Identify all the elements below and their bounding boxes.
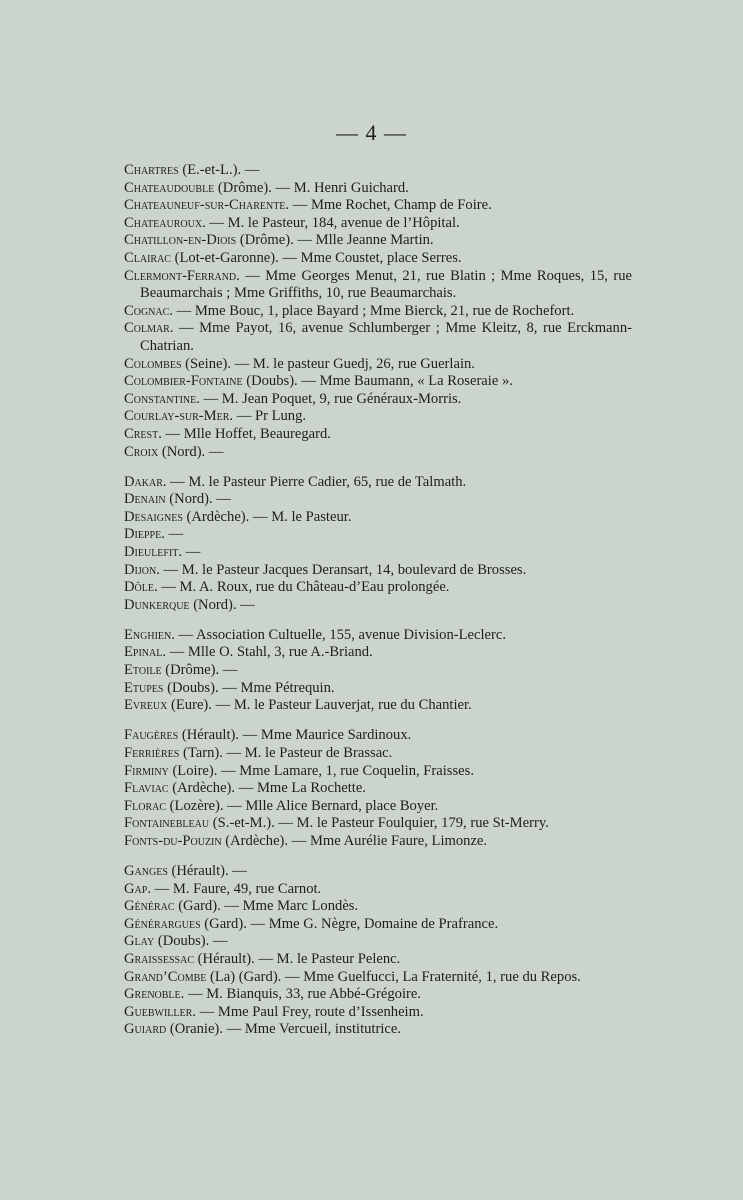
directory-entry [124,579,632,597]
directory-entry [124,232,632,250]
entry-details: (Gard). — Mme G. Nègre, Domaine de Prafrance. [200,915,499,932]
directory-list [124,162,632,1039]
entry-place-name: Crest [124,425,159,442]
entry-details: (Hérault). — Mme Maurice Sardinoux. [178,727,412,744]
entry-place-name: Desaignes [124,508,183,525]
entry-place-name: Clairac [124,249,171,266]
entry-place-name: Fonts-du-Pouzin [124,832,222,849]
entry-details: (Hérault). — [167,862,247,879]
entry-place-name: Chartres [124,162,179,178]
entry-place-name: Faugères [124,727,179,744]
entry-place-name: Colombier-Fontaine [124,373,243,390]
directory-entry [124,180,632,198]
directory-entry [124,916,632,934]
entry-details: . — Association Cultuelle, 155, avenue Division-Leclerc. [171,626,507,643]
entry-details: . — M. Faure, 49, rue Carnot. [147,880,322,897]
directory-entry [124,408,632,426]
entry-details: (E.-et-L.). — [178,162,260,178]
directory-entry [124,303,632,321]
entry-details: (Eure). — M. le Pasteur Lauverjat, rue du Chantier. [167,697,472,714]
directory-entry [124,526,632,544]
directory-entry [124,197,632,215]
directory-entry [124,426,632,444]
entry-place-name: Chatillon-en-Diois [124,232,237,249]
directory-entry [124,745,632,763]
entry-place-name: Grand’Combe [124,968,207,985]
entry-place-name: Constantine [124,390,197,407]
entry-place-name: Florac [124,797,167,814]
entry-details: (S.-et-M.). — M. le Pasteur Foulquier, 179, rue St-Merry. [209,815,549,832]
directory-entry [124,662,632,680]
entry-place-name: Clermont-Ferrand [124,267,237,284]
entry-details: (Ardèche). — M. le Pasteur. [182,508,352,525]
entry-details: . — Mme Georges Menut, 21, rue Blatin ; Mme Roques, 15, rue Beaumarchais ; Mme Griffiths, 10, rue Beaumarchais. [140,267,632,302]
entry-place-name: Croix [124,443,159,460]
entry-place-name: Gap [124,880,148,897]
directory-entry [124,644,632,662]
entry-details: (Tarn). — M. le Pasteur de Brassac. [179,744,393,761]
entry-details: (Oranie). — Mme Vercueil, institutrice. [166,1021,402,1038]
entry-details: (Nord). — [165,491,231,508]
entry-place-name: Grenoble [124,986,181,1003]
entry-details: . — [178,543,201,560]
entry-details: (Doubs). — Mme Pétrequin. [163,679,335,696]
directory-entry [124,763,632,781]
entry-place-name: Epinal [124,644,163,661]
entry-details: . — M. le Pasteur Jacques Deransart, 14, boulevard de Brosses. [156,561,527,578]
directory-entry [124,727,632,745]
entry-place-name: Flaviac [124,780,169,797]
directory-entry [124,250,632,268]
entry-details: . — Mme Payot, 16, avenue Schlumberger ; Mme Kleitz, 8, rue Erckmann-Chatrian. [140,320,632,354]
directory-entry [124,1004,632,1022]
entry-details: (Seine). — M. le pasteur Guedj, 26, rue Guerlain. [181,355,475,372]
entry-place-name: Guiard [124,1021,167,1038]
entry-details: . — Pr Lung. [229,408,307,425]
entry-place-name: Colmar [124,320,170,337]
entry-details: (Doubs). — [154,933,228,950]
entry-place-name: Cognac [124,302,170,319]
directory-entry [124,933,632,951]
entry-place-name: Dunkerque [124,596,190,613]
directory-entry [124,881,632,899]
directory-entry [124,697,632,715]
entry-place-name: Générac [124,898,175,915]
entry-place-name: Etupes [124,679,164,696]
directory-entry [124,320,632,355]
entry-details: . — [161,526,184,543]
entry-details: (Ardèche). — Mme La Rochette. [168,780,366,797]
entry-place-name: Dakar [124,473,163,490]
directory-entry [124,373,632,391]
directory-entry [124,491,632,509]
entry-details: . — Mme Rochet, Champ de Foire. [285,197,492,214]
entry-details: . — M. le Pasteur Pierre Cadier, 65, rue de Talmath. [162,473,467,490]
directory-entry [124,898,632,916]
directory-entry [124,798,632,816]
directory-entry [124,162,632,180]
entry-details: (Ardèche). — Mme Aurélie Faure, Limonze. [221,832,488,849]
directory-entry [124,391,632,409]
directory-entry [124,986,632,1004]
entry-place-name: Firminy [124,762,169,779]
directory-entry [124,780,632,798]
entry-place-name: Dieulefit [124,543,179,560]
entry-details: (Drôme). — [161,662,238,679]
directory-entry [124,951,632,969]
entry-details: (Doubs). — Mme Baumann, « La Roseraie ». [242,373,513,390]
entry-place-name: Générargues [124,915,201,932]
entry-details: . — M. le Pasteur, 184, avenue de l’Hôpital. [202,214,460,231]
directory-entry [124,680,632,698]
directory-entry [124,509,632,527]
entry-place-name: Chateaudouble [124,179,215,196]
directory-entry [124,356,632,374]
entry-place-name: Dôle [124,579,154,596]
entry-details: (Gard). — Mme Marc Londès. [174,898,359,915]
entry-place-name: Ganges [124,862,168,879]
entry-details: . — M. Bianquis, 33, rue Abbé-Grégoire. [180,986,422,1003]
entry-place-name: Evreux [124,697,168,714]
directory-entry [124,444,632,462]
entry-details: . — M. A. Roux, rue du Château-d’Eau prolongée. [153,579,450,596]
entry-details: (Drôme). — Mlle Jeanne Martin. [236,232,434,249]
directory-entry [124,562,632,580]
directory-entry [124,863,632,881]
entry-details: . — Mlle O. Stahl, 3, rue A.-Briand. [162,644,373,661]
directory-entry [124,1021,632,1039]
entry-place-name: Glay [124,933,155,950]
entry-place-name: Etoile [124,662,162,679]
entry-place-name: Colombes [124,355,182,372]
entry-place-name: Guebwiller [124,1003,193,1020]
entry-details: (Nord). — [158,443,224,460]
entry-details: (Nord). — [189,596,255,613]
entry-details: . — Mlle Hoffet, Beauregard. [158,425,331,442]
directory-entry [124,544,632,562]
entry-details: (Hérault). — M. le Pasteur Pelenc. [194,950,401,967]
entry-details: . — M. Jean Poquet, 9, rue Généraux-Morris. [196,390,462,407]
entry-details: (Loire). — Mme Lamare, 1, rue Coquelin, Fraisses. [168,762,474,779]
entry-place-name: Denain [124,491,166,508]
entry-details: . — Mme Bouc, 1, place Bayard ; Mme Bierck, 21, rue de Rochefort. [169,302,575,319]
entry-details: (Lozère). — Mlle Alice Bernard, place Boyer. [166,797,439,814]
entry-place-name: Graissessac [124,950,195,967]
entry-place-name: Courlay-sur-Mer [124,408,230,425]
entry-details: . — Mme Paul Frey, route d’Issenheim. [192,1003,424,1020]
entry-place-name: Dieppe [124,526,162,543]
directory-entry [124,215,632,233]
page-number: — 4 — [336,120,407,145]
entry-place-name: Dijon [124,561,157,578]
entry-details: (Drôme). — M. Henri Guichard. [214,179,409,196]
entry-place-name: Chateauneuf-sur-Charente [124,197,286,214]
directory-entry [124,969,632,987]
entry-details: (Lot-et-Garonne). — Mme Coustet, place Serres. [170,249,462,266]
directory-entry [124,815,632,833]
directory-entry [124,833,632,851]
entry-details: (La) (Gard). — Mme Guelfucci, La Fraternité, 1, rue du Repos. [206,968,581,985]
entry-place-name: Fontainebleau [124,815,210,832]
entry-place-name: Enghien [124,626,172,643]
entry-place-name: Ferrières [124,744,180,761]
directory-entry [124,597,632,615]
directory-entry [124,474,632,492]
directory-entry [124,627,632,645]
entry-place-name: Chateauroux [124,214,203,231]
directory-entry [124,268,632,303]
